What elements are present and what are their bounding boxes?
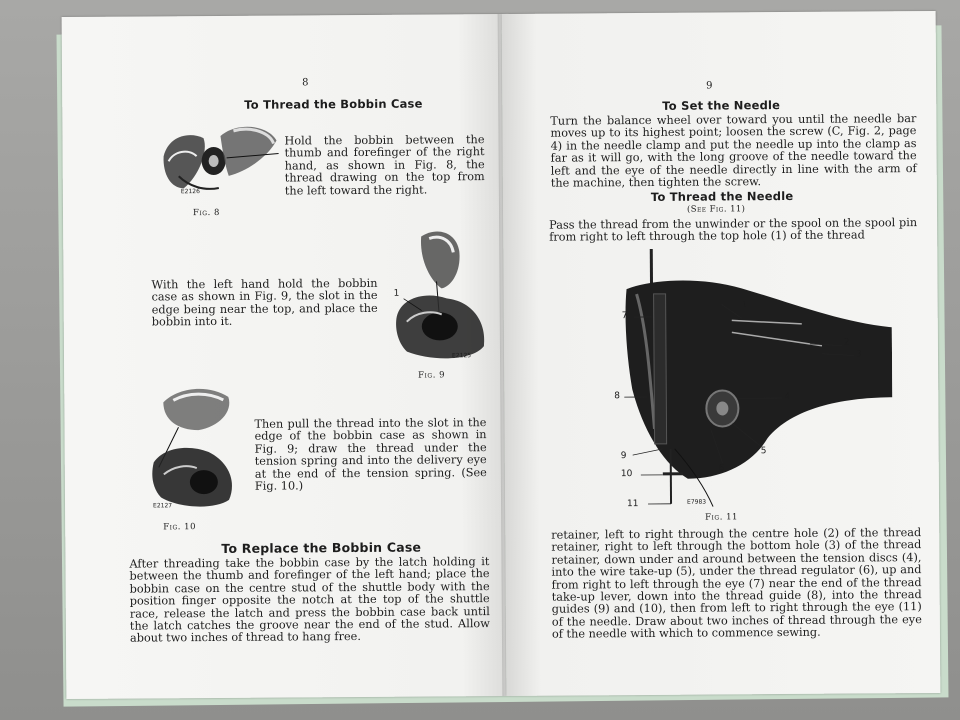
fig11-label-10: 10: [620, 469, 633, 480]
right-page: [502, 11, 941, 696]
fig11-label-7: 7: [621, 311, 628, 322]
heading-thread-needle: To Thread the Needle: [650, 188, 794, 204]
fig11-label-5: 5: [760, 446, 767, 457]
fig11-illustration: [591, 247, 893, 511]
fig11-code: E7983: [687, 498, 707, 506]
heading-replace-bobbin-case: To Replace the Bobbin Case: [221, 539, 422, 556]
fig9-code: E2125: [451, 352, 472, 360]
left-page: [62, 14, 507, 699]
fig10-illustration: [148, 382, 241, 513]
fig10-code: E2127: [153, 502, 173, 510]
paragraph-thread-retainer: retainer, left to right through the centre hole (2) of the thread retainer, right to left through the bottom hole (3) of the thread retainer, down under and around between the tension discs (4), into the wire take-up (5), under the thread regulator (6), up and from right to left through the eye (7) near the end of the thread take-up lever, down into the thread guide (8), into the thread guides (9) and (10), then from left to right through the eye (11) of the needle. Draw about two inches of thread through the eye of the needle with which to commence sewing.: [551, 526, 922, 641]
fig9-illustration: [391, 226, 492, 365]
fig11-label-6: 6: [718, 463, 725, 474]
fig8-caption: Fig. 8: [192, 207, 220, 219]
fig11-label-3: 3: [855, 349, 862, 360]
fig11-label-1: 1: [741, 300, 748, 311]
fig11-label-8: 8: [614, 391, 621, 402]
paragraph-hold-bobbin-case: With the left hand hold the bobbin case as shown in Fig. 9, the slot in the edge being near the top, and place the bobbin into it.: [151, 276, 378, 329]
fig9-label: 1: [393, 288, 400, 299]
heading-thread-bobbin-case: To Thread the Bobbin Case: [244, 96, 423, 112]
fig8-illustration: [158, 116, 281, 199]
heading-set-needle: To Set the Needle: [662, 98, 781, 113]
page-number: 8: [302, 77, 309, 89]
paragraph-hold-bobbin: Hold the bobbin between the thumb and forefinger of the right hand, as shown in Fig. 8, the thread drawing on the top from the left toward the right.: [284, 133, 485, 198]
fig10-caption: Fig. 10: [163, 522, 197, 533]
booklet: [62, 11, 941, 699]
fig8-code: E2126: [180, 188, 200, 196]
fig9-caption: Fig. 9: [418, 370, 446, 381]
paragraph-pull-thread: Then pull the thread into the slot in the edge of the bobbin case as shown in Fig. 9; draw the thread under the tension spring and into the delivery eye at the end of the tension spring. (See Fig. 10.): [254, 416, 487, 493]
paragraph-pass-thread: Pass the thread from the unwinder or the spool on the spool pin from right to left through the top hole (1) of the thread: [549, 216, 918, 245]
page-number: 9: [706, 80, 713, 92]
fig11-label-9: 9: [620, 451, 627, 462]
fig11-label-2: 2: [843, 337, 850, 348]
fig11-label-4: 4: [784, 391, 791, 403]
paragraph-set-needle: Turn the balance wheel over toward you until the needle bar moves up to its highest point; loosen the screw (C, Fig. 2, page 4) in the needle clamp and put the needle up into the clamp as far as it will go, with the long groove of the needle toward the left and the eye of the needle directly in line with the arm of the machine, then tighten the screw.: [550, 112, 917, 190]
fig11-label-11: 11: [627, 499, 639, 510]
see-fig-11: (See Fig. 11): [686, 204, 746, 215]
fig11-caption: Fig. 11: [705, 512, 738, 523]
paragraph-replace-bobbin: After threading take the bobbin case by the latch holding it between the thumb and forefinger of the left hand; place the bobbin case on the centre stud of the shuttle body with the position finger opposite the notch at the top of the shuttle race, release the latch and press the bobbin case back until the latch catches the groove near the end of the stud. Allow about two inches of thread to hang free.: [129, 555, 490, 646]
